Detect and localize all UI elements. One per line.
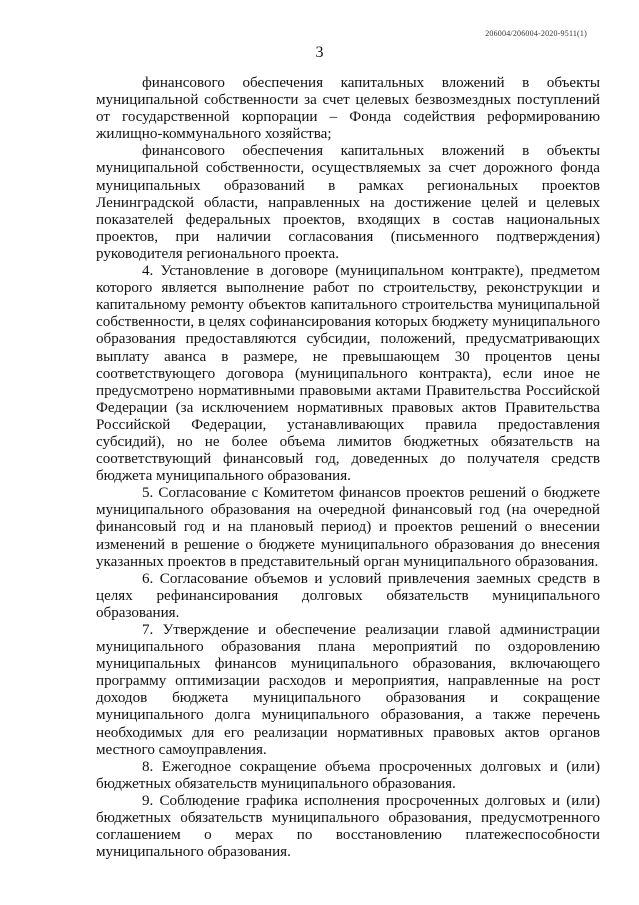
paragraph-item-5: 5. Согласование с Комитетом финансов проектов решений о бюджете муниципального образования на очередной финансовый год (на очередной финансовый год и на плановый период) и проектов решений о внесении изменений в решение о бюджете муниципального образования до внесения указанных проектов в представительный орган муниципального образования.	[96, 485, 600, 570]
paragraph-item-7: 7. Утверждение и обеспечение реализации главой администрации муниципального образования плана мероприятий по оздоровлению муниципальных финансов муниципального образования, включающего программу оптимизации расходов и мероприятия, направленные на рост доходов бюджета муниципального образования и сокращение муниципального долга муниципального образования, а также перечень необходимых для его реализации нормативных правовых актов органов местного самоуправления.	[96, 622, 600, 758]
page-number: 3	[315, 44, 324, 61]
document-id: 206004/206004-2020-9511(1)	[485, 29, 587, 38]
paragraph-item-8: 8. Ежегодное сокращение объема просроченных долговых и (или) бюджетных обязательств муниципального образования.	[96, 758, 600, 792]
document-body	[96, 75, 600, 861]
paragraph-capital-investments-fund: финансового обеспечения капитальных вложений в объекты муниципальной собственности за счет целевых безвозмездных поступлений от государственной корпорации – Фонда содействия реформированию жилищно-коммунального хозяйства;	[96, 75, 600, 143]
paragraph-item-9: 9. Соблюдение графика исполнения просроченных долговых и (или) бюджетных обязательств муниципального образования, предусмотренного соглашением о мерах по восстановлению платежеспособности муниципального образования.	[96, 792, 600, 861]
paragraph-item-4: 4. Установление в договоре (муниципальном контракте), предметом которого является выполнение работ по строительству, реконструкции и капитальному ремонту объектов капитального строительства муниципальной собственности, в целях софинансирования которых бюджету муниципального образования предоставляются субсидии, положений, предусматривающих выплату аванса в размере, не превышающем 30 процентов цены соответствующего договора (муниципального контракта), если иное не предусмотрено нормативными правовыми актами Правительства Российской Федерации (за исключением нормативных правовых актов Правительства Российской Федерации, устанавливающих правила предоставления субсидий), но не более объема лимитов бюджетных обязательств на соответствующий финансовый год, доведенных до получателя средств бюджета муниципального образования.	[96, 263, 600, 485]
paragraph-item-6: 6. Согласование объемов и условий привлечения заемных средств в целях рефинансирования долговых обязательств муниципального образования.	[96, 570, 600, 621]
paragraph-capital-investments-road-fund: финансового обеспечения капитальных вложений в объекты муниципальной собственности, осуществляемых за счет дорожного фонда муниципальных образований в рамках региональных проектов Ленинградской области, направленных на достижение целей и целевых показателей федеральных проектов, входящих в состав национальных проектов, при наличии согласования (письменного подтверждения) руководителя регионального проекта.	[96, 143, 600, 262]
